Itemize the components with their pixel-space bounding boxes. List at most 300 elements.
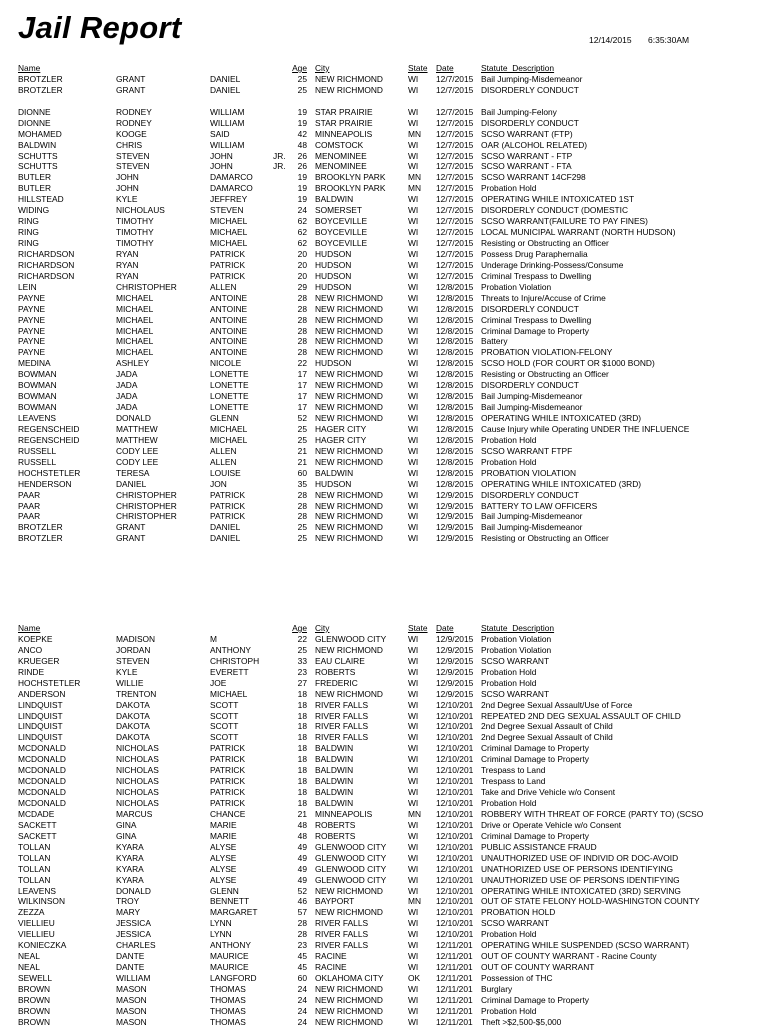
city-cell: BAYPORT (315, 896, 355, 907)
date-cell: 12/8/2015 (436, 445, 474, 456)
age-cell: 24 (297, 994, 307, 1005)
table-row (0, 689, 768, 700)
age-cell: 17 (297, 391, 307, 402)
middle-name-cell: ALLEN (210, 281, 237, 292)
date-cell: 12/8/2015 (436, 478, 474, 489)
statute-cell: OPERATING WHILE INTOXICATED (3RD) (481, 478, 642, 489)
age-cell: 18 (297, 732, 307, 743)
statute-cell: Take and Drive Vehicle w/o Consent (481, 787, 616, 798)
age-cell: 23 (297, 666, 307, 677)
statute-cell: OUT OF STATE FELONY HOLD-WASHINGTON COUNTY (481, 896, 700, 907)
statute-cell: Trespass to Land (481, 765, 546, 776)
last-name-cell: RUSSELL (18, 445, 57, 456)
first-name-cell: JADA (116, 402, 138, 413)
table-row (0, 831, 768, 842)
first-name-cell: MASON (116, 994, 147, 1005)
table-row (0, 533, 768, 544)
age-cell: 28 (297, 511, 307, 522)
last-name-cell: RING (18, 216, 39, 227)
state-cell: MN (408, 128, 422, 139)
first-name-cell: MICHAEL (116, 314, 154, 325)
city-cell: BOYCEVILLE (315, 216, 368, 227)
statute-cell: SCSO WARRANT (481, 918, 550, 929)
statute-cell: Bail Jumping-Misdemeanor (481, 511, 583, 522)
first-name-cell: DAKOTA (116, 710, 150, 721)
state-cell: WI (408, 489, 419, 500)
table-row (0, 522, 768, 533)
date-cell: 12/8/2015 (436, 456, 474, 467)
header-name: Name (18, 623, 41, 633)
age-cell: 18 (297, 798, 307, 808)
last-name-cell: MCDONALD (18, 798, 66, 808)
first-name-cell: TIMOTHY (116, 216, 154, 227)
first-name-cell: NICHOLAS (116, 776, 159, 787)
first-name-cell: NICHOLAUS (116, 205, 165, 216)
first-name-cell: NICHOLAS (116, 787, 159, 798)
date-cell: 12/7/2015 (436, 227, 474, 238)
date-cell: 12/7/2015 (436, 259, 474, 270)
date-cell: 12/10/201 (436, 699, 474, 710)
middle-name-cell: STEVEN (210, 205, 244, 216)
table-row (0, 304, 768, 315)
middle-name-cell: WILLIAM (210, 139, 245, 150)
last-name-cell: SEWELL (18, 973, 52, 983)
state-cell: WI (408, 841, 419, 852)
state-cell: WI (408, 413, 419, 423)
age-cell: 22 (297, 358, 307, 369)
statute-cell: Probation Hold (481, 798, 537, 808)
age-cell: 26 (297, 150, 307, 161)
last-name-cell: DIONNE (18, 117, 51, 128)
age-cell: 57 (297, 907, 307, 918)
middle-name-cell: ALYSE (210, 841, 237, 852)
middle-name-cell: MICHAEL (210, 423, 248, 434)
header-name: Name (18, 63, 41, 73)
table-row (0, 457, 768, 468)
last-name-cell: BOWMAN (18, 380, 57, 391)
table-row (0, 907, 768, 918)
date-cell: 12/9/2015 (436, 677, 474, 688)
statute-cell: Probation Hold (481, 183, 537, 194)
first-name-cell: CHRISTOPHER (116, 281, 177, 292)
table-row (0, 918, 768, 929)
first-name-cell: KYARA (116, 863, 144, 874)
state-cell: WI (408, 533, 419, 544)
statute-cell: UNAUTHORIZED USE OF PERSONS IDENTIFYING (481, 874, 680, 885)
first-name-cell: KYARA (116, 852, 144, 863)
first-name-cell: GINA (116, 830, 137, 841)
statute-cell: Resisting or Obstructing an Officer (481, 238, 609, 248)
table-row (0, 85, 768, 96)
statute-cell: SCSO WARRANT(FAILURE TO PAY FINES) (481, 216, 648, 227)
city-cell: NEW RICHMOND (315, 511, 383, 522)
first-name-cell: JADA (116, 369, 138, 380)
first-name-cell: RYAN (116, 270, 139, 281)
last-name-cell: RICHARDSON (18, 259, 75, 270)
city-cell: NEW RICHMOND (315, 292, 383, 303)
middle-name-cell: JEFFREY (210, 194, 248, 205)
age-cell: 19 (297, 117, 307, 128)
table-row (0, 424, 768, 435)
last-name-cell: BROWN (18, 1016, 51, 1027)
state-cell: WI (408, 907, 419, 918)
first-name-cell: JOHN (116, 183, 139, 194)
first-name-cell: ASHLEY (116, 358, 150, 369)
first-name-cell: TRENTON (116, 688, 157, 699)
date-cell: 12/7/2015 (436, 172, 474, 183)
city-cell: NEW RICHMOND (315, 522, 383, 533)
first-name-cell: MATTHEW (116, 434, 158, 445)
state-cell: WI (408, 259, 419, 270)
first-name-cell: DAKOTA (116, 721, 150, 732)
first-name-cell: GINA (116, 819, 137, 830)
last-name-cell: VIELLIEU (18, 918, 55, 929)
first-name-cell: STEVEN (116, 655, 150, 666)
middle-name-cell: SCOTT (210, 699, 239, 710)
age-cell: 48 (297, 830, 307, 841)
first-name-cell: MARCUS (116, 808, 153, 819)
statute-cell: Criminal Damage to Property (481, 830, 589, 841)
age-cell: 25 (297, 533, 307, 544)
age-cell: 24 (297, 1016, 307, 1027)
first-name-cell: CHARLES (116, 940, 156, 951)
statute-cell: Probation Violation (481, 644, 552, 655)
statute-cell: SCSO WARRANT - FTP (481, 150, 573, 161)
date-cell: 12/8/2015 (436, 402, 474, 413)
last-name-cell: BROWN (18, 994, 51, 1005)
middle-name-cell: ALLEN (210, 445, 237, 456)
date-cell: 12/7/2015 (436, 139, 474, 150)
state-cell: WI (408, 281, 419, 292)
city-cell: NEW RICHMOND (315, 413, 383, 423)
middle-name-cell: LYNN (210, 918, 232, 929)
table-row (0, 161, 768, 172)
state-cell: WI (408, 688, 419, 699)
table-row (0, 656, 768, 667)
age-cell: 19 (297, 194, 307, 205)
last-name-cell: BROTZLER (18, 84, 63, 95)
age-cell: 28 (297, 314, 307, 325)
city-cell: RACINE (315, 962, 347, 973)
date-cell: 12/11/201 (436, 962, 473, 973)
table-row (0, 260, 768, 271)
state-cell: WI (408, 522, 419, 533)
middle-name-cell: ANTOINE (210, 314, 248, 325)
city-cell: GLENWOOD CITY (315, 874, 387, 885)
table-row (0, 446, 768, 457)
middle-name-cell: PATRICK (210, 511, 246, 522)
first-name-cell: KYLE (116, 666, 138, 677)
statute-cell: OAR (ALCOHOL RELATED) (481, 139, 588, 150)
middle-name-cell: ALYSE (210, 874, 237, 885)
table-row (0, 929, 768, 940)
age-cell: 62 (297, 238, 307, 248)
age-cell: 19 (297, 183, 307, 194)
first-name-cell: RODNEY (116, 106, 152, 117)
last-name-cell: BOWMAN (18, 369, 57, 380)
date-cell: 12/7/2015 (436, 194, 474, 205)
state-cell: WI (408, 732, 419, 743)
statute-cell: DISORDERLY CONDUCT (481, 117, 579, 128)
last-name-cell: RICHARDSON (18, 270, 75, 281)
first-name-cell: GRANT (116, 84, 146, 95)
middle-name-cell: MICHAEL (210, 434, 248, 445)
first-name-cell: TROY (116, 896, 140, 907)
age-cell: 49 (297, 852, 307, 863)
first-name-cell: MASON (116, 1016, 147, 1027)
last-name-cell: TOLLAN (18, 852, 51, 863)
date-cell: 12/8/2015 (436, 369, 474, 380)
last-name-cell: NEAL (18, 951, 40, 962)
last-name-cell: LEAVENS (18, 413, 57, 423)
last-name-cell: RINDE (18, 666, 45, 677)
last-name-cell: KRUEGER (18, 655, 60, 666)
statute-cell: Probation Hold (481, 1005, 537, 1016)
statute-cell: SCSO WARRANT (481, 688, 550, 699)
middle-name-cell: ANTOINE (210, 325, 248, 336)
last-name-cell: LINDQUIST (18, 710, 63, 721)
header-date: Date (436, 623, 454, 633)
last-name-cell: PAAR (18, 489, 41, 500)
date-cell: 12/9/2015 (436, 489, 474, 500)
first-name-cell: JESSICA (116, 929, 151, 940)
date-cell: 12/8/2015 (436, 303, 474, 314)
first-name-cell: WILLIE (116, 677, 144, 688)
age-cell: 48 (297, 139, 307, 150)
first-name-cell: WILLIAM (116, 973, 151, 983)
city-cell: BALDWIN (315, 754, 354, 765)
age-cell: 28 (297, 336, 307, 347)
date-cell: 12/11/201 (436, 973, 473, 983)
age-cell: 27 (297, 677, 307, 688)
statute-cell: DISORDERLY CONDUCT (481, 380, 579, 391)
state-cell: WI (408, 238, 419, 248)
middle-name-cell: DANIEL (210, 522, 241, 533)
last-name-cell: BOWMAN (18, 391, 57, 402)
city-cell: BOYCEVILLE (315, 227, 368, 238)
age-cell: 18 (297, 721, 307, 732)
city-cell: RIVER FALLS (315, 710, 369, 721)
first-name-cell: MICHAEL (116, 303, 154, 314)
table-row (0, 74, 768, 85)
statute-cell: Cause Injury while Operating UNDER THE INFLUENCE (481, 423, 690, 434)
table-row (0, 293, 768, 304)
middle-name-cell: MARGARET (210, 907, 258, 918)
middle-name-cell: ALYSE (210, 852, 237, 863)
age-cell: 19 (297, 106, 307, 117)
first-name-cell: TIMOTHY (116, 238, 154, 248)
state-cell: MN (408, 172, 422, 183)
statute-cell: SCSO WARRANT (FTP) (481, 128, 573, 139)
state-cell: WI (408, 863, 419, 874)
last-name-cell: LEAVENS (18, 885, 57, 896)
state-cell: WI (408, 216, 419, 227)
statute-cell: ROBBERY WITH THREAT OF FORCE (PARTY TO) (SCSO (481, 808, 704, 819)
statute-cell: Criminal Damage to Property (481, 994, 589, 1005)
last-name-cell: TOLLAN (18, 863, 51, 874)
age-cell: 18 (297, 710, 307, 721)
age-cell: 25 (297, 84, 307, 95)
table-row (0, 140, 768, 151)
statute-cell: PROBATION HOLD (481, 907, 556, 918)
city-cell: BALDWIN (315, 787, 354, 798)
city-cell: RIVER FALLS (315, 929, 369, 940)
middle-name-cell: WILLIAM (210, 106, 245, 117)
state-cell: WI (408, 852, 419, 863)
middle-name-cell: JOE (210, 677, 227, 688)
statute-cell: OUT OF COUNTY WARRANT - Racine County (481, 951, 657, 962)
first-name-cell: KYARA (116, 874, 144, 885)
first-name-cell: STEVEN (116, 150, 150, 161)
state-cell: WI (408, 478, 419, 489)
date-cell: 12/10/201 (436, 841, 474, 852)
table-row (0, 809, 768, 820)
age-cell: 60 (297, 973, 307, 983)
city-cell: NEW RICHMOND (315, 314, 383, 325)
statute-cell: PROBATION VIOLATION (481, 467, 577, 478)
middle-name-cell: JON (210, 478, 227, 489)
table-row (0, 951, 768, 962)
state-cell: OK (408, 973, 421, 983)
age-cell: 18 (297, 787, 307, 798)
date-cell: 12/9/2015 (436, 688, 474, 699)
state-cell: WI (408, 161, 419, 172)
city-cell: NEW RICHMOND (315, 983, 383, 994)
table-row (0, 402, 768, 413)
city-cell: NEW RICHMOND (315, 73, 383, 84)
last-name-cell: TOLLAN (18, 874, 51, 885)
column-header-row (0, 623, 768, 634)
date-cell: 12/9/2015 (436, 522, 474, 533)
statute-cell: Probation Hold (481, 677, 537, 688)
table-row (0, 962, 768, 973)
last-name-cell: PAAR (18, 511, 41, 522)
table-row (0, 511, 768, 522)
date-cell: 12/10/201 (436, 874, 474, 885)
state-cell: WI (408, 325, 419, 336)
age-cell: 52 (297, 413, 307, 423)
date-cell: 12/8/2015 (436, 314, 474, 325)
last-name-cell: KOEPKE (18, 633, 53, 644)
state-cell: WI (408, 765, 419, 776)
header-statute: Statute_Description (481, 623, 555, 633)
age-cell: 25 (297, 522, 307, 533)
city-cell: NEW RICHMOND (315, 325, 383, 336)
state-cell: WI (408, 139, 419, 150)
first-name-cell: KOOGE (116, 128, 147, 139)
table-row (0, 1006, 768, 1017)
date-cell: 12/10/201 (436, 863, 474, 874)
statute-cell: PUBLIC ASSISTANCE FRAUD (481, 841, 597, 852)
statute-cell: 2nd Degree Sexual Assault of Child (481, 721, 613, 732)
first-name-cell: KYARA (116, 841, 144, 852)
state-cell: WI (408, 874, 419, 885)
middle-name-cell: SCOTT (210, 721, 239, 732)
suffix-cell: JR. (273, 150, 286, 161)
first-name-cell: CHRIS (116, 139, 143, 150)
city-cell: RACINE (315, 951, 347, 962)
date-cell: 12/10/201 (436, 896, 474, 907)
last-name-cell: SACKETT (18, 830, 57, 841)
table-row (0, 853, 768, 864)
date-cell: 12/7/2015 (436, 150, 474, 161)
last-name-cell: REGENSCHEID (18, 423, 80, 434)
date-cell: 12/8/2015 (436, 467, 474, 478)
statute-cell: OPERATING WHILE SUSPENDED (SCSO WARRANT) (481, 940, 689, 951)
report-title: Jail Report (18, 10, 182, 45)
state-cell: WI (408, 787, 419, 798)
first-name-cell: STEVEN (116, 161, 150, 172)
last-name-cell: SCHUTTS (18, 150, 58, 161)
state-cell: WI (408, 303, 419, 314)
date-cell: 12/10/201 (436, 743, 474, 754)
middle-name-cell: ANTHONY (210, 644, 251, 655)
city-cell: GLENWOOD CITY (315, 852, 387, 863)
last-name-cell: MCDADE (18, 808, 55, 819)
city-cell: BROOKLYN PARK (315, 172, 386, 183)
state-cell: WI (408, 106, 419, 117)
statute-cell: Probation Hold (481, 434, 537, 445)
age-cell: 49 (297, 863, 307, 874)
row-gap (0, 96, 768, 107)
first-name-cell: MADISON (116, 633, 156, 644)
last-name-cell: PAYNE (18, 292, 46, 303)
table-row (0, 490, 768, 501)
state-cell: WI (408, 500, 419, 511)
city-cell: MENOMINEE (315, 161, 367, 172)
table-row (0, 151, 768, 162)
last-name-cell: VIELLIEU (18, 929, 55, 940)
middle-name-cell: SCOTT (210, 710, 239, 721)
statute-cell: Drive or Operate Vehicle w/o Consent (481, 819, 622, 830)
city-cell: RIVER FALLS (315, 732, 369, 743)
city-cell: ROBERTS (315, 830, 356, 841)
state-cell: WI (408, 369, 419, 380)
statute-cell: SCSO WARRANT (481, 655, 550, 666)
age-cell: 28 (297, 929, 307, 940)
middle-name-cell: PATRICK (210, 248, 246, 259)
report-section-1 (0, 63, 768, 544)
last-name-cell: SACKETT (18, 819, 57, 830)
state-cell: WI (408, 467, 419, 478)
last-name-cell: LINDQUIST (18, 732, 63, 743)
middle-name-cell: PATRICK (210, 776, 246, 787)
first-name-cell: GRANT (116, 73, 146, 84)
middle-name-cell: SAID (210, 128, 230, 139)
last-name-cell: BROWN (18, 983, 51, 994)
table-row (0, 172, 768, 183)
last-name-cell: KONIECZKA (18, 940, 67, 951)
date-cell: 12/9/2015 (436, 533, 474, 544)
city-cell: BALDWIN (315, 194, 354, 205)
last-name-cell: MEDINA (18, 358, 51, 369)
table-row (0, 336, 768, 347)
table-row (0, 995, 768, 1006)
date-cell: 12/9/2015 (436, 500, 474, 511)
date-cell: 12/10/201 (436, 852, 474, 863)
date-cell: 12/8/2015 (436, 434, 474, 445)
state-cell: WI (408, 743, 419, 754)
state-cell: WI (408, 929, 419, 940)
middle-name-cell: M (210, 633, 217, 644)
date-cell: 12/10/201 (436, 885, 474, 896)
age-cell: 17 (297, 369, 307, 380)
middle-name-cell: DANIEL (210, 84, 241, 95)
date-cell: 12/10/201 (436, 918, 474, 929)
header-city: City (315, 63, 330, 73)
table-row (0, 479, 768, 490)
city-cell: HAGER CITY (315, 423, 367, 434)
